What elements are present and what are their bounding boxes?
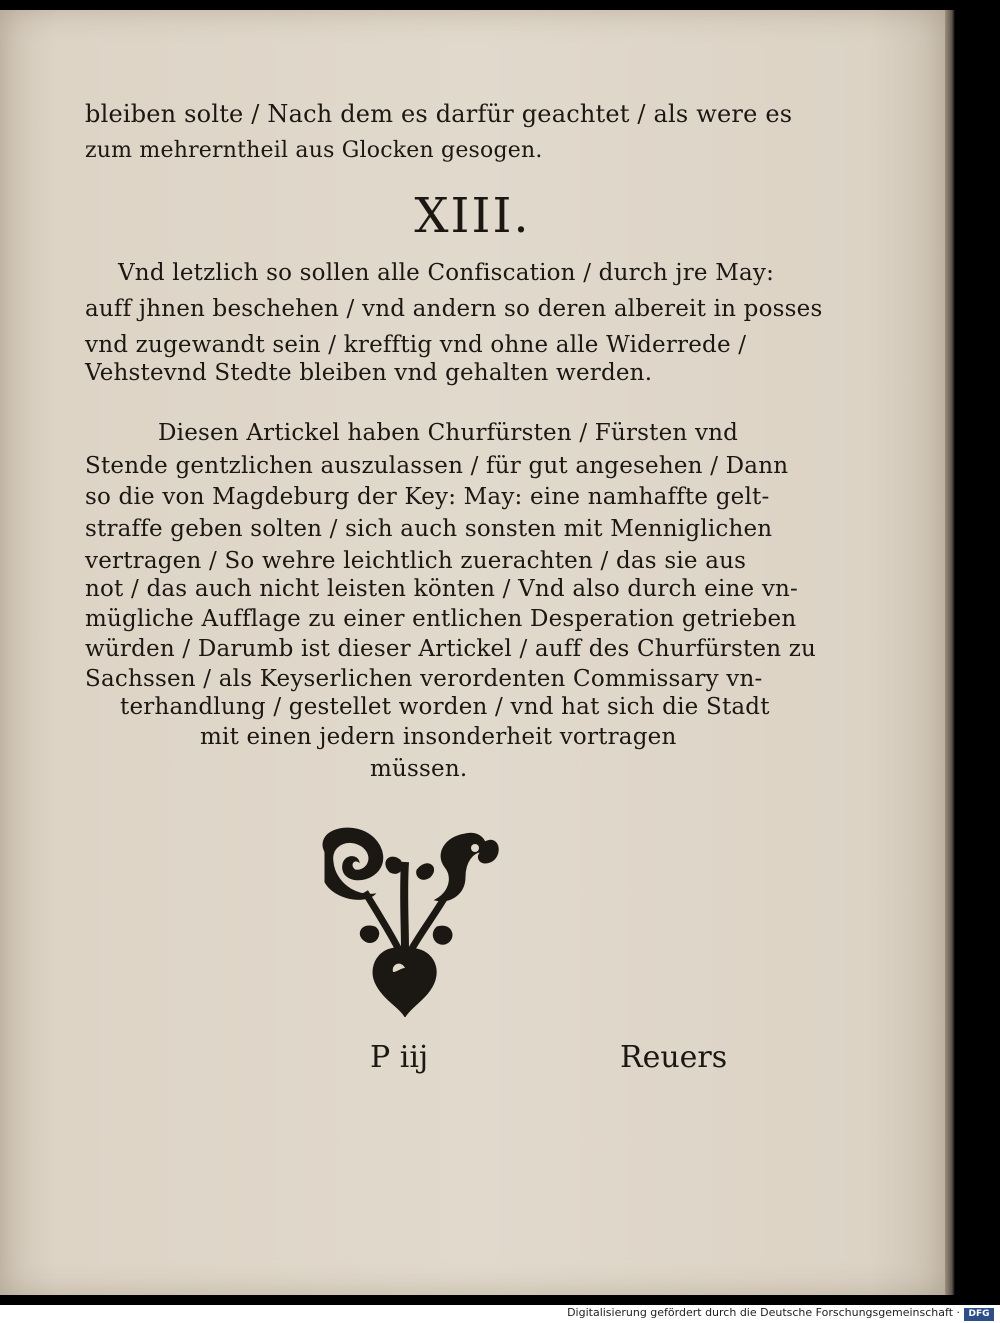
text-line: würden / Darumb ist dieser Artickel / auff des Churfürsten zu xyxy=(85,636,817,662)
credit-bar xyxy=(0,1305,1000,1323)
text-line: not / das auch nicht leisten könten / Vnd also durch eine vn- xyxy=(85,576,799,602)
text-line: Sachssen / als Keyserlichen verordenten Commissary vn- xyxy=(85,666,763,692)
signature-mark: P iij xyxy=(370,1040,429,1075)
text-line: so die von Magdeburg der Key: May: eine namhaffte gelt- xyxy=(85,484,770,510)
text-line: terhandlung / gestellet worden / vnd hat sich die Stadt xyxy=(120,694,770,720)
floral-vignette-icon xyxy=(305,822,505,1017)
text-line: Diesen Artickel haben Churfürsten / Fürsten vnd xyxy=(158,420,739,446)
book-page xyxy=(0,10,945,1295)
credit-text: Digitalisierung gefördert durch die Deutsche Forschungsgemeinschaft · xyxy=(567,1306,960,1319)
section-heading: XIII. xyxy=(414,188,531,244)
catchword: Reuers xyxy=(620,1040,728,1075)
text-line: Vnd letzlich so sollen alle Confiscation / durch jre May: xyxy=(118,260,775,286)
text-line: auff jhnen beschehen / vnd andern so deren albereit in posses xyxy=(85,296,823,322)
text-line: bleiben solte / Nach dem es darfür geachtet / als were es xyxy=(85,100,793,128)
text-line: müssen. xyxy=(370,756,468,782)
text-line: mit einen jedern insonderheit vortragen xyxy=(200,724,677,750)
page-edge xyxy=(945,10,955,1295)
text-line: mügliche Aufflage zu einer entlichen Desperation getrieben xyxy=(85,606,797,632)
dfg-logo: DFG xyxy=(964,1308,994,1321)
text-line: vnd zugewandt sein / krefftig vnd ohne alle Widerrede / xyxy=(85,332,747,358)
text-line: Vehstevnd Stedte bleiben vnd gehalten werden. xyxy=(85,360,653,386)
text-line: vertragen / So wehre leichtlich zuerachten / das sie aus xyxy=(85,548,747,574)
text-line: straffe geben solten / sich auch sonsten mit Menniglichen xyxy=(85,516,773,542)
text-line: zum mehrerntheil aus Glocken gesogen. xyxy=(85,138,543,163)
text-line: Stende gentzlichen auszulassen / für gut angesehen / Dann xyxy=(85,453,789,479)
